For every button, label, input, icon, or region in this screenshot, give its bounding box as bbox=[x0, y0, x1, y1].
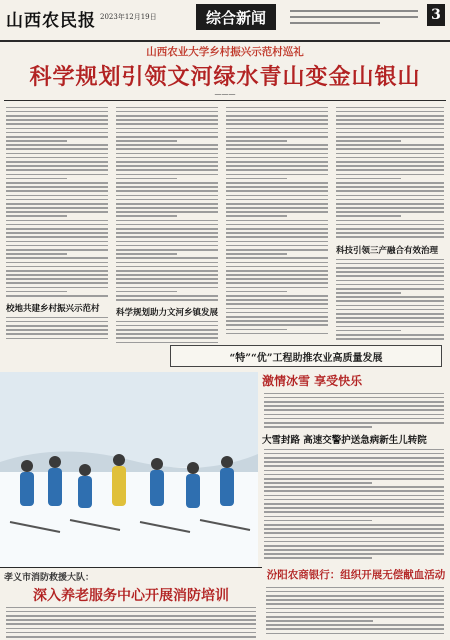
text-line-placeholder bbox=[116, 241, 218, 243]
text-line-placeholder bbox=[226, 132, 328, 134]
text-line-placeholder bbox=[264, 393, 444, 395]
text-line-placeholder bbox=[226, 299, 328, 301]
text-line-placeholder bbox=[266, 608, 444, 610]
text-line-placeholder bbox=[116, 249, 218, 251]
text-line-placeholder bbox=[266, 633, 444, 635]
text-line-placeholder bbox=[6, 291, 67, 293]
text-line-placeholder bbox=[264, 503, 444, 505]
text-line-placeholder bbox=[226, 245, 328, 247]
text-line-placeholder bbox=[6, 278, 108, 280]
text-line-placeholder bbox=[336, 309, 444, 311]
text-line-placeholder bbox=[6, 186, 108, 188]
text-line-placeholder bbox=[266, 591, 444, 593]
text-line-placeholder bbox=[6, 165, 108, 167]
text-line-placeholder bbox=[336, 115, 444, 117]
text-line-placeholder bbox=[336, 161, 444, 163]
text-line-placeholder bbox=[264, 545, 444, 547]
text-line-placeholder bbox=[6, 153, 108, 155]
kicker-fire-brigade: 孝义市消防救援大队： bbox=[4, 573, 95, 583]
text-line-placeholder bbox=[6, 245, 108, 247]
text-line-placeholder bbox=[336, 215, 401, 217]
text-line-placeholder bbox=[226, 312, 328, 314]
text-line-placeholder bbox=[336, 313, 444, 315]
text-line-placeholder bbox=[6, 619, 256, 621]
text-line-placeholder bbox=[336, 263, 444, 265]
text-line-placeholder bbox=[264, 453, 444, 455]
text-line-placeholder bbox=[336, 296, 444, 298]
text-line-placeholder bbox=[6, 236, 108, 238]
text-line-placeholder bbox=[6, 182, 108, 184]
text-line-placeholder bbox=[264, 465, 444, 467]
text-line-placeholder bbox=[336, 195, 444, 197]
story-column bbox=[116, 318, 218, 346]
text-line-placeholder bbox=[116, 266, 218, 268]
text-line-placeholder bbox=[116, 253, 177, 255]
text-line-placeholder bbox=[6, 190, 108, 192]
text-line-placeholder bbox=[6, 257, 108, 259]
text-line-placeholder bbox=[264, 478, 444, 480]
text-line-placeholder bbox=[336, 128, 444, 130]
text-line-placeholder bbox=[6, 132, 108, 134]
text-line-placeholder bbox=[226, 295, 328, 297]
text-line-placeholder bbox=[116, 140, 177, 142]
text-line-placeholder bbox=[226, 333, 328, 335]
text-line-placeholder bbox=[266, 624, 444, 626]
text-line-placeholder bbox=[6, 174, 108, 176]
editor-info bbox=[290, 6, 418, 30]
text-line-placeholder bbox=[336, 119, 444, 121]
text-line-placeholder bbox=[6, 632, 256, 634]
issue-date: 2023年12月19日 bbox=[100, 13, 157, 21]
text-line-placeholder bbox=[264, 532, 444, 534]
text-line-placeholder bbox=[264, 490, 444, 492]
text-line-placeholder bbox=[116, 329, 218, 331]
text-line-placeholder bbox=[264, 457, 444, 459]
text-line-placeholder bbox=[6, 232, 108, 234]
text-line-placeholder bbox=[266, 599, 444, 601]
text-line-placeholder bbox=[336, 284, 444, 286]
text-line-placeholder bbox=[336, 174, 444, 176]
text-line-placeholder bbox=[116, 123, 218, 125]
text-line-placeholder bbox=[116, 291, 177, 293]
text-line-placeholder bbox=[336, 330, 401, 332]
text-line-placeholder bbox=[336, 165, 444, 167]
text-line-placeholder bbox=[6, 607, 256, 609]
divider bbox=[4, 100, 446, 101]
text-line-placeholder bbox=[336, 292, 401, 294]
text-line-placeholder bbox=[6, 228, 108, 230]
text-line-placeholder bbox=[336, 288, 444, 290]
text-line-placeholder bbox=[116, 195, 218, 197]
text-line-placeholder bbox=[116, 144, 218, 146]
text-line-placeholder bbox=[6, 333, 108, 335]
text-line-placeholder bbox=[336, 224, 444, 226]
text-line-placeholder bbox=[226, 236, 328, 238]
text-line-placeholder bbox=[6, 157, 108, 159]
text-line-placeholder bbox=[336, 228, 444, 230]
text-line-placeholder bbox=[6, 144, 108, 146]
text-line-placeholder bbox=[336, 207, 444, 209]
story-column bbox=[266, 584, 444, 637]
text-line-placeholder bbox=[226, 140, 287, 142]
text-line-placeholder bbox=[116, 199, 218, 201]
text-line-placeholder bbox=[6, 199, 108, 201]
story-column bbox=[6, 314, 108, 342]
story-subhead: 科学规划助力文河乡镇发展 bbox=[116, 308, 219, 318]
text-line-placeholder bbox=[116, 295, 218, 297]
text-line-placeholder bbox=[266, 587, 444, 589]
text-line-placeholder bbox=[264, 409, 444, 411]
text-line-placeholder bbox=[226, 316, 328, 318]
story-kicker: 山西农业大学乡村振兴示范村巡礼 bbox=[146, 46, 304, 58]
text-line-placeholder bbox=[264, 499, 444, 501]
text-line-placeholder bbox=[336, 153, 444, 155]
story-column bbox=[264, 446, 444, 562]
text-line-placeholder bbox=[336, 178, 401, 180]
text-line-placeholder bbox=[264, 541, 444, 543]
text-line-placeholder bbox=[336, 111, 444, 113]
text-line-placeholder bbox=[116, 282, 218, 284]
text-line-placeholder bbox=[226, 161, 328, 163]
text-line-placeholder bbox=[336, 190, 444, 192]
text-line-placeholder bbox=[6, 203, 108, 205]
text-line-placeholder bbox=[226, 128, 328, 130]
text-line-placeholder bbox=[6, 249, 108, 251]
text-line-placeholder bbox=[226, 215, 287, 217]
text-line-placeholder bbox=[264, 418, 444, 420]
headline-fire-training: 深入养老服务中心开展消防培训 bbox=[33, 588, 229, 604]
text-line-placeholder bbox=[226, 157, 328, 159]
text-line-placeholder bbox=[336, 123, 444, 125]
text-line-placeholder bbox=[116, 178, 177, 180]
text-line-placeholder bbox=[116, 270, 218, 272]
text-line-placeholder bbox=[264, 520, 372, 522]
text-line-placeholder bbox=[264, 422, 444, 424]
story-headline: 科学规划引领文河绿水青山变金山银山 bbox=[29, 65, 421, 90]
text-line-placeholder bbox=[116, 107, 218, 109]
text-line-placeholder bbox=[264, 426, 372, 428]
text-line-placeholder bbox=[6, 140, 67, 142]
text-line-placeholder bbox=[226, 278, 328, 280]
text-line-placeholder bbox=[264, 557, 372, 559]
text-line-placeholder bbox=[336, 107, 444, 109]
text-line-placeholder bbox=[6, 615, 256, 617]
text-line-placeholder bbox=[6, 287, 108, 289]
text-line-placeholder bbox=[264, 461, 444, 463]
text-line-placeholder bbox=[6, 325, 108, 327]
text-line-placeholder bbox=[116, 186, 218, 188]
text-line-placeholder bbox=[336, 136, 444, 138]
text-line-placeholder bbox=[226, 123, 328, 125]
text-line-placeholder bbox=[6, 148, 108, 150]
text-line-placeholder bbox=[266, 595, 444, 597]
text-line-placeholder bbox=[116, 299, 218, 301]
text-line-placeholder bbox=[264, 511, 444, 513]
page-number: 3 bbox=[427, 4, 445, 26]
text-line-placeholder bbox=[264, 449, 444, 451]
text-line-placeholder bbox=[6, 253, 67, 255]
text-line-placeholder bbox=[6, 215, 67, 217]
headline-blood-donation: 汾阳农商银行：组织开展无偿献血活动 bbox=[266, 569, 446, 581]
text-line-placeholder bbox=[336, 199, 444, 201]
text-line-placeholder bbox=[226, 115, 328, 117]
text-line-placeholder bbox=[116, 342, 218, 344]
text-line-placeholder bbox=[264, 397, 444, 399]
text-line-placeholder bbox=[336, 317, 444, 319]
text-line-placeholder bbox=[336, 338, 444, 340]
text-line-placeholder bbox=[116, 220, 218, 222]
text-line-placeholder bbox=[336, 169, 444, 171]
news-photo bbox=[0, 372, 258, 567]
text-line-placeholder bbox=[226, 232, 328, 234]
text-line-placeholder bbox=[226, 249, 328, 251]
story-column bbox=[336, 104, 444, 241]
text-line-placeholder bbox=[336, 275, 444, 277]
text-line-placeholder bbox=[264, 470, 444, 472]
text-line-placeholder bbox=[266, 603, 444, 605]
text-line-placeholder bbox=[226, 211, 328, 213]
text-line-placeholder bbox=[336, 220, 444, 222]
text-line-placeholder bbox=[226, 153, 328, 155]
story-column bbox=[226, 104, 328, 337]
text-line-placeholder bbox=[116, 190, 218, 192]
text-line-placeholder bbox=[6, 119, 108, 121]
text-line-placeholder bbox=[226, 308, 328, 310]
headline-snow-rescue: 大雪封路 高速交警护送急病新生儿转院 bbox=[262, 435, 427, 446]
text-line-placeholder bbox=[266, 612, 444, 614]
text-line-placeholder bbox=[264, 486, 444, 488]
text-line-placeholder bbox=[226, 182, 328, 184]
text-line-placeholder bbox=[226, 329, 287, 331]
text-line-placeholder bbox=[6, 295, 108, 297]
text-line-placeholder bbox=[226, 107, 328, 109]
text-line-placeholder bbox=[226, 291, 287, 293]
text-line-placeholder bbox=[336, 321, 444, 323]
text-line-placeholder bbox=[6, 128, 108, 130]
text-line-placeholder bbox=[116, 157, 218, 159]
story-byline: ——— bbox=[214, 90, 236, 98]
text-line-placeholder bbox=[226, 220, 328, 222]
text-line-placeholder bbox=[6, 107, 108, 109]
text-line-placeholder bbox=[226, 303, 328, 305]
text-line-placeholder bbox=[116, 161, 218, 163]
text-line-placeholder bbox=[116, 111, 218, 113]
text-line-placeholder bbox=[116, 278, 218, 280]
text-line-placeholder bbox=[264, 516, 444, 518]
text-line-placeholder bbox=[264, 401, 444, 403]
text-line-placeholder bbox=[116, 232, 218, 234]
text-line-placeholder bbox=[116, 228, 218, 230]
text-line-placeholder bbox=[336, 305, 444, 307]
text-line-placeholder bbox=[226, 324, 328, 326]
text-line-placeholder bbox=[116, 245, 218, 247]
text-line-placeholder bbox=[116, 211, 218, 213]
text-line-placeholder bbox=[264, 537, 444, 539]
divider bbox=[0, 567, 262, 568]
text-line-placeholder bbox=[336, 232, 444, 234]
text-line-placeholder bbox=[6, 338, 108, 340]
section-title: 综合新闻 bbox=[196, 4, 276, 30]
text-line-placeholder bbox=[116, 207, 218, 209]
text-line-placeholder bbox=[336, 186, 444, 188]
text-line-placeholder bbox=[226, 207, 328, 209]
text-line-placeholder bbox=[226, 270, 328, 272]
text-line-placeholder bbox=[116, 128, 218, 130]
text-line-placeholder bbox=[336, 236, 444, 238]
text-line-placeholder bbox=[6, 611, 256, 613]
text-line-placeholder bbox=[116, 287, 218, 289]
text-line-placeholder bbox=[336, 267, 444, 269]
text-line-placeholder bbox=[6, 136, 108, 138]
text-line-placeholder bbox=[336, 211, 444, 213]
text-line-placeholder bbox=[116, 236, 218, 238]
story-column bbox=[6, 104, 108, 299]
text-line-placeholder bbox=[116, 174, 218, 176]
text-line-placeholder bbox=[116, 148, 218, 150]
text-line-placeholder bbox=[264, 553, 444, 555]
text-line-placeholder bbox=[264, 474, 444, 476]
text-line-placeholder bbox=[6, 115, 108, 117]
text-line-placeholder bbox=[6, 224, 108, 226]
text-line-placeholder bbox=[264, 507, 444, 509]
text-line-placeholder bbox=[6, 207, 108, 209]
text-line-placeholder bbox=[336, 182, 444, 184]
text-line-placeholder bbox=[6, 266, 108, 268]
text-line-placeholder bbox=[6, 628, 256, 630]
text-line-placeholder bbox=[116, 132, 218, 134]
text-line-placeholder bbox=[264, 549, 444, 551]
text-line-placeholder bbox=[116, 274, 218, 276]
text-line-placeholder bbox=[6, 329, 108, 331]
text-line-placeholder bbox=[226, 287, 328, 289]
text-line-placeholder bbox=[6, 636, 256, 638]
text-line-placeholder bbox=[116, 115, 218, 117]
text-line-placeholder bbox=[6, 161, 108, 163]
text-line-placeholder bbox=[264, 482, 372, 484]
text-line-placeholder bbox=[226, 190, 328, 192]
text-line-placeholder bbox=[116, 325, 218, 327]
text-line-placeholder bbox=[226, 228, 328, 230]
story-column bbox=[336, 256, 444, 342]
text-line-placeholder bbox=[6, 274, 108, 276]
text-line-placeholder bbox=[336, 144, 444, 146]
text-line-placeholder bbox=[266, 616, 444, 618]
text-line-placeholder bbox=[264, 524, 444, 526]
text-line-placeholder bbox=[336, 334, 444, 336]
text-line-placeholder bbox=[116, 257, 218, 259]
text-line-placeholder bbox=[6, 623, 256, 625]
text-line-placeholder bbox=[336, 326, 444, 328]
paper-name: 山西农民报 bbox=[6, 11, 96, 31]
text-line-placeholder bbox=[116, 337, 218, 339]
text-line-placeholder bbox=[6, 178, 67, 180]
text-line-placeholder bbox=[264, 414, 444, 416]
text-line-placeholder bbox=[226, 169, 328, 171]
story-column bbox=[264, 390, 444, 430]
text-line-placeholder bbox=[6, 317, 108, 319]
text-line-placeholder bbox=[336, 203, 444, 205]
feature-banner: “特”“优”工程助推农业高质量发展 bbox=[170, 345, 442, 367]
text-line-placeholder bbox=[6, 220, 108, 222]
text-line-placeholder bbox=[226, 262, 328, 264]
text-line-placeholder bbox=[116, 203, 218, 205]
text-line-placeholder bbox=[116, 169, 218, 171]
text-line-placeholder bbox=[264, 495, 444, 497]
text-line-placeholder bbox=[336, 140, 401, 142]
text-line-placeholder bbox=[116, 182, 218, 184]
text-line-placeholder bbox=[226, 253, 287, 255]
text-line-placeholder bbox=[116, 333, 218, 335]
text-line-placeholder bbox=[226, 320, 328, 322]
text-line-placeholder bbox=[116, 215, 177, 217]
text-line-placeholder bbox=[336, 148, 444, 150]
text-line-placeholder bbox=[226, 174, 328, 176]
text-line-placeholder bbox=[226, 165, 328, 167]
headline-ice-snow: 激情冰雪 享受快乐 bbox=[262, 374, 363, 388]
text-line-placeholder bbox=[266, 628, 444, 630]
text-line-placeholder bbox=[226, 199, 328, 201]
text-line-placeholder bbox=[226, 119, 328, 121]
text-line-placeholder bbox=[226, 203, 328, 205]
text-line-placeholder bbox=[226, 148, 328, 150]
text-line-placeholder bbox=[266, 620, 373, 622]
text-line-placeholder bbox=[116, 262, 218, 264]
text-line-placeholder bbox=[6, 111, 108, 113]
text-line-placeholder bbox=[116, 153, 218, 155]
text-line-placeholder bbox=[6, 321, 108, 323]
text-line-placeholder bbox=[226, 257, 328, 259]
text-line-placeholder bbox=[226, 266, 328, 268]
text-line-placeholder bbox=[6, 195, 108, 197]
text-line-placeholder bbox=[116, 224, 218, 226]
text-line-placeholder bbox=[226, 241, 328, 243]
text-line-placeholder bbox=[264, 528, 444, 530]
text-line-placeholder bbox=[226, 224, 328, 226]
story-column bbox=[116, 104, 218, 303]
text-line-placeholder bbox=[6, 262, 108, 264]
text-line-placeholder bbox=[336, 132, 444, 134]
text-line-placeholder bbox=[226, 178, 287, 180]
text-line-placeholder bbox=[226, 144, 328, 146]
story-subhead: 科技引领三产融合有效治理 bbox=[336, 246, 439, 256]
text-line-placeholder bbox=[6, 241, 108, 243]
text-line-placeholder bbox=[264, 405, 444, 407]
text-line-placeholder bbox=[336, 157, 444, 159]
text-line-placeholder bbox=[336, 300, 444, 302]
text-line-placeholder bbox=[6, 211, 108, 213]
text-line-placeholder bbox=[6, 123, 108, 125]
text-line-placeholder bbox=[336, 271, 444, 273]
text-line-placeholder bbox=[226, 195, 328, 197]
text-line-placeholder bbox=[226, 282, 328, 284]
text-line-placeholder bbox=[226, 111, 328, 113]
story-column bbox=[6, 604, 256, 640]
text-line-placeholder bbox=[116, 119, 218, 121]
text-line-placeholder bbox=[116, 165, 218, 167]
text-line-placeholder bbox=[336, 280, 444, 282]
text-line-placeholder bbox=[6, 270, 108, 272]
text-line-placeholder bbox=[116, 321, 218, 323]
text-line-placeholder bbox=[6, 282, 108, 284]
story-subhead: 校地共建乡村振兴示范村 bbox=[6, 304, 100, 314]
text-line-placeholder bbox=[226, 274, 328, 276]
text-line-placeholder bbox=[226, 186, 328, 188]
text-line-placeholder bbox=[336, 259, 444, 261]
text-line-placeholder bbox=[6, 169, 108, 171]
text-line-placeholder bbox=[116, 136, 218, 138]
text-line-placeholder bbox=[226, 136, 328, 138]
